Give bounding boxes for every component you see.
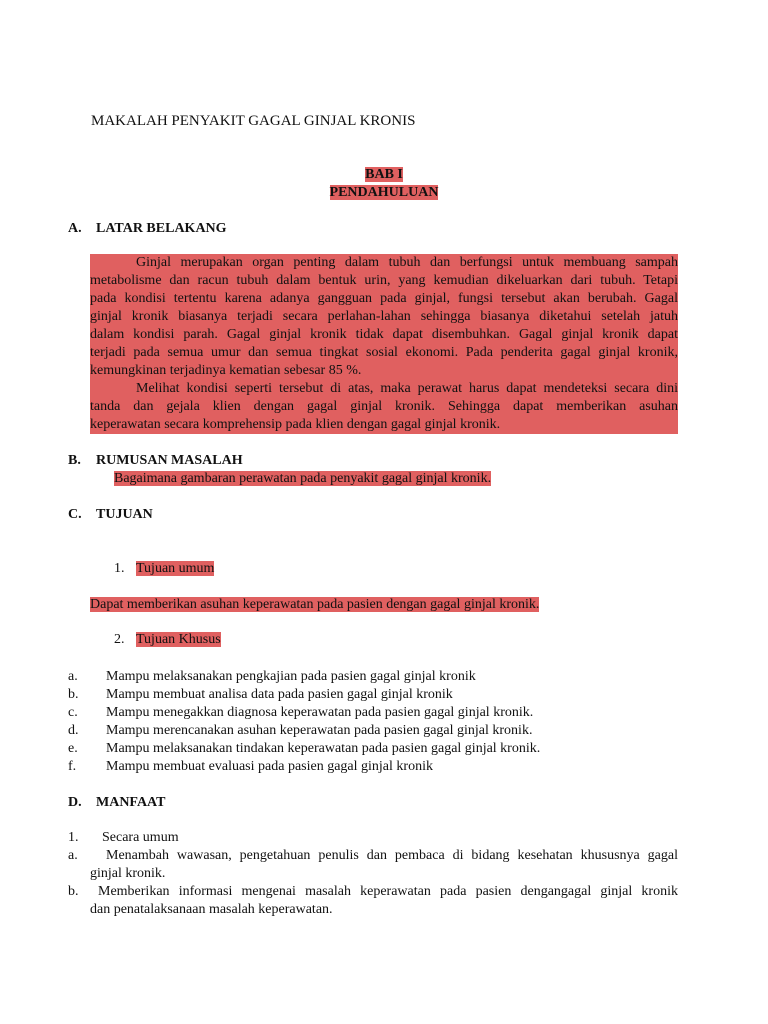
- section-d-heading: D. MANFAAT: [68, 795, 166, 810]
- latar-belakang-paragraph-1: Ginjal merupakan organ penting dalam tubuh dan berfungsi untuk membuang sampah metabolisme dan racun tubuh dalam bentuk urin, yang kemudian dikeluarkan dari tubuh. Tetapi pada kondisi tertentu karena adanya gangguan pada ginjal, fungsi tersebut akan berubah. Gagal ginjal kronik biasanya terjadi secara perlahan-lahan sehingga biasanya diketahui setelah jatuh dalam kondisi parah. Gagal ginjal kronik tidak dapat disembuhkan. Gagal ginjal kronik dapat terjadi pada semua umur dan semua tingkat sosial ekonomi. Pada penderita gagal ginjal kronik, kemungkinan terjadinya kematian sebesar 85 %.: [90, 255, 678, 378]
- list-item: e. Mampu melaksanakan tindakan keperawatan pada pasien gagal ginjal kronik.: [68, 741, 541, 756]
- manfaat-item-b: b. Memberikan informasi mengenai masalah keperawatan pada pasien dengangagal ginjal kronik dan penatalaksanaan masalah keperawatan.: [68, 884, 678, 917]
- document-title: MAKALAH PENYAKIT GAGAL GINJAL KRONIS: [91, 113, 416, 129]
- section-c-heading: C. TUJUAN: [68, 507, 153, 522]
- latar-belakang-paragraph-2: Melihat kondisi seperti tersebut di atas, maka perawat harus dapat mendeteksi secara dini tanda dan gejala klien dengan gagal ginjal kronik. Sehingga dapat memberikan asuhan keperawatan secara komprehensip pada klien dengan gagal ginjal kronik.: [90, 381, 678, 432]
- list-item: b. Mampu membuat analisa data pada pasien gagal ginjal kronik: [68, 687, 453, 702]
- chapter-title: PENDAHULUAN: [329, 185, 439, 200]
- section-b-heading: B. RUMUSAN MASALAH: [68, 453, 243, 468]
- manfaat-umum-item: 1. Secara umum: [68, 830, 179, 845]
- tujuan-khusus-item: 2. Tujuan Khusus: [114, 632, 221, 647]
- tujuan-umum-text: Dapat memberikan asuhan keperawatan pada pasien dengan gagal ginjal kronik.: [90, 597, 540, 612]
- tujuan-umum-item: 1. Tujuan umum: [114, 561, 215, 576]
- manfaat-item-a: a. Menambah wawasan, pengetahuan penulis dan pembaca di bidang kesehatan khususnya gagal ginjal kronik.: [68, 848, 678, 881]
- chapter-number: BAB I: [365, 167, 403, 182]
- list-item: a. Mampu melaksanakan pengkajian pada pasien gagal ginjal kronik: [68, 669, 476, 684]
- list-item: f. Mampu membuat evaluasi pada pasien gagal ginjal kronik: [68, 759, 433, 774]
- list-item: c. Mampu menegakkan diagnosa keperawatan pada pasien gagal ginjal kronik.: [68, 705, 534, 720]
- list-item: d. Mampu merencanakan asuhan keperawatan pada pasien gagal ginjal kronik.: [68, 723, 533, 738]
- section-a-heading: A. LATAR BELAKANG: [68, 221, 227, 236]
- rumusan-masalah-text: Bagaimana gambaran perawatan pada penyakit gagal ginjal kronik.: [114, 471, 492, 486]
